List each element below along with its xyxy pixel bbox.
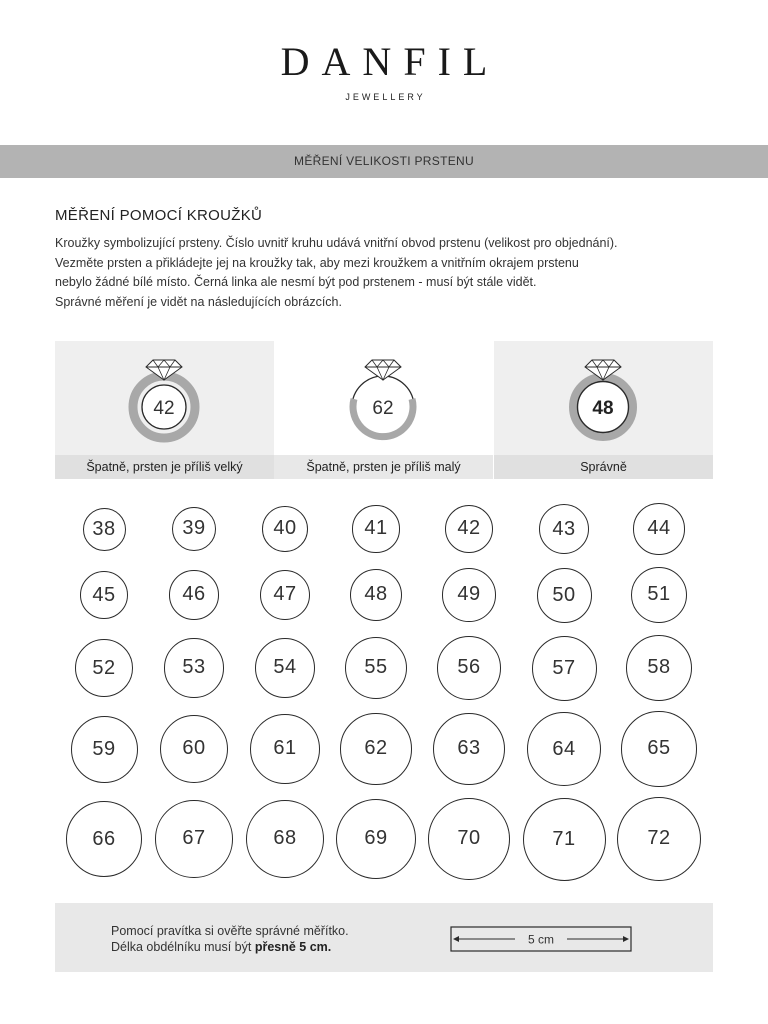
- page-banner: MĚŘENÍ VELIKOSTI PRSTENU: [0, 145, 768, 178]
- scale-check-line: [111, 939, 349, 955]
- example-value: 42: [153, 398, 175, 419]
- size-circle: 52: [75, 639, 133, 697]
- brand-subtitle: JEWELLERY: [345, 92, 426, 102]
- size-circle: 44: [633, 503, 684, 554]
- size-circle: 53: [164, 638, 223, 697]
- size-circle: 71: [523, 798, 606, 881]
- size-circle-grid: [0, 495, 768, 895]
- size-circle: 67: [155, 800, 232, 877]
- size-circle: 56: [437, 636, 501, 700]
- arrow-right-icon: [623, 936, 629, 942]
- ring-diagram: [494, 355, 713, 447]
- scale-check-prefix: Délka obdélníku musí být: [111, 940, 255, 954]
- example-caption: Správně: [494, 455, 713, 479]
- example-too-small: [274, 341, 493, 479]
- size-circle: 72: [617, 797, 701, 881]
- example-too-big: [55, 341, 274, 479]
- ring-examples: [55, 341, 713, 479]
- size-circle: 55: [345, 637, 407, 699]
- scale-check-bold: přesně 5 cm.: [254, 940, 332, 954]
- size-circle: 69: [336, 799, 416, 879]
- example-caption: Špatně, prsten je příliš malý: [274, 455, 493, 479]
- example-value: 62: [372, 398, 394, 419]
- arrow-left-icon: [453, 936, 459, 942]
- ring-diagram: [274, 355, 493, 447]
- intro-line: Kroužky symbolizující prsteny. Číslo uvnitř kruhu udává vnitřní obvod prstenu (velikost pro objednání).: [55, 236, 618, 250]
- size-circle: 48: [350, 569, 402, 621]
- section-title: MĚŘENÍ POMOCÍ KROUŽKŮ: [55, 207, 263, 224]
- size-circle: 70: [428, 798, 510, 880]
- size-circle: 63: [433, 713, 506, 786]
- size-circle: 58: [626, 635, 692, 701]
- size-circle: 43: [539, 504, 589, 554]
- intro-line: Vezměte prsten a přikládejte jej na kroužky tak, aby mezi kroužkem a vnitřním okrajem prstenu: [55, 255, 579, 270]
- example-value: 48: [592, 398, 614, 419]
- size-circle: 66: [66, 801, 142, 877]
- size-circle: 46: [169, 570, 218, 619]
- scale-check-text: [111, 923, 349, 955]
- ring-diagram: [55, 355, 274, 447]
- brand-name: DANFIL: [280, 39, 500, 84]
- size-circle: 60: [160, 715, 228, 783]
- size-circle: 49: [442, 568, 496, 622]
- scale-check-box: [55, 903, 713, 972]
- ruler-label: 5 cm: [527, 932, 555, 947]
- brand-header: [0, 40, 768, 102]
- size-circle: 64: [527, 712, 601, 786]
- size-circle: 62: [340, 713, 411, 784]
- size-circle: 51: [631, 567, 687, 623]
- size-circle: 42: [445, 505, 494, 554]
- size-circle: 41: [352, 505, 399, 552]
- size-circle: 68: [246, 800, 325, 879]
- size-circle: 47: [260, 570, 311, 621]
- intro-line: nebylo žádné bílé místo. Černá linka ale nesmí být pod prstenem - musí být stále vidět.: [55, 275, 537, 289]
- intro-line: Správné měření je vidět na následujících obrázcích.: [55, 294, 342, 309]
- size-circle: 65: [621, 711, 696, 786]
- size-circle: 39: [172, 507, 216, 551]
- example-correct: [494, 341, 713, 479]
- ruler-rectangle: [449, 923, 633, 955]
- scale-check-line: Pomocí pravítka si ověřte správné měřítko.: [111, 924, 349, 938]
- size-circle: 45: [80, 571, 128, 619]
- size-circle: 54: [255, 638, 316, 699]
- example-caption: Špatně, prsten je příliš velký: [55, 455, 274, 479]
- intro-text: [55, 234, 715, 312]
- size-circle: 40: [262, 506, 308, 552]
- size-circle: 59: [71, 716, 138, 783]
- size-circle: 61: [250, 714, 320, 784]
- size-circle: 57: [532, 636, 597, 701]
- diamond-icon: [365, 360, 401, 380]
- size-circle: 50: [537, 568, 592, 623]
- size-circle: 38: [83, 508, 126, 551]
